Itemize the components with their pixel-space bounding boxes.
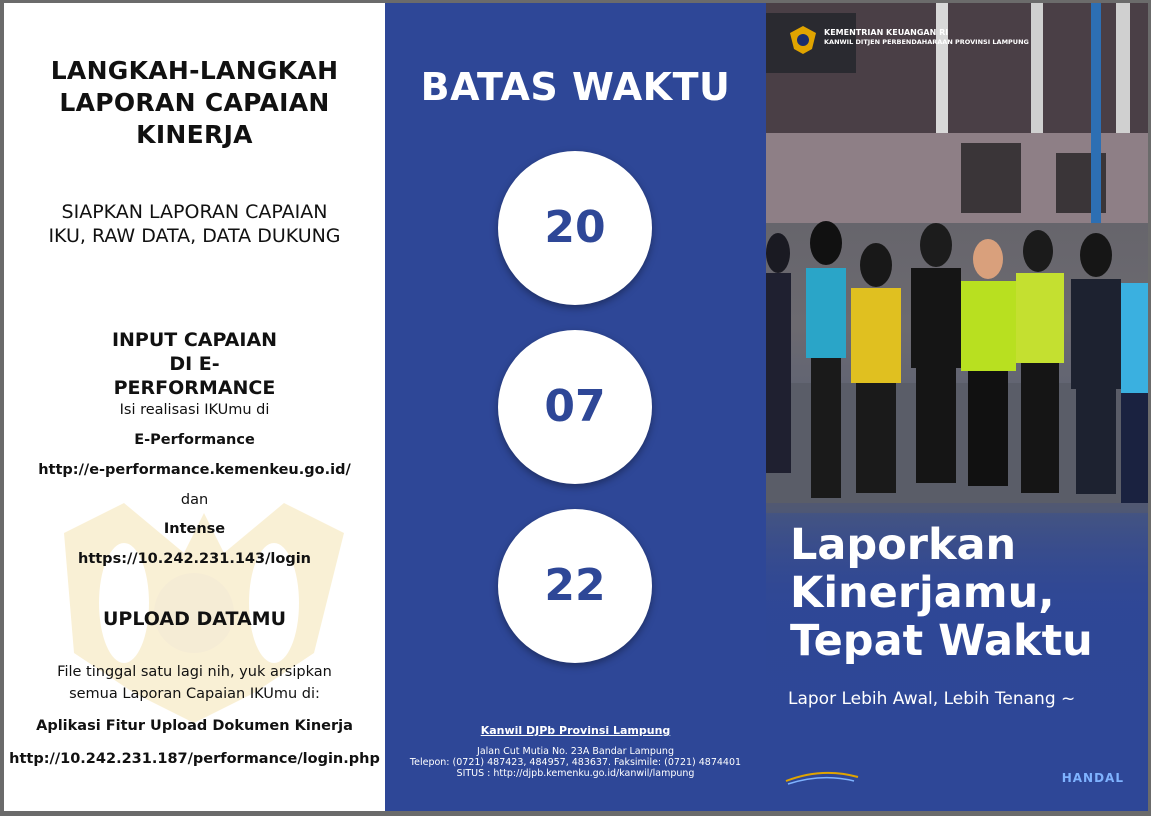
e-performance-link[interactable]: http://e-performance.kemenkeu.go.id/ bbox=[38, 462, 351, 478]
org-subname: KANWIL DITJEN PERBENDAHARAAN PROVINSI LAMPUNG bbox=[824, 38, 1029, 46]
step-upload: UPLOAD DATAMU bbox=[102, 608, 287, 630]
intense-label: Intense bbox=[163, 521, 226, 537]
perbendaharaan-logo-icon bbox=[782, 767, 862, 789]
step-prepare-report: SIAPKAN LAPORAN CAPAIAN IKU, RAW DATA, DATA DUKUNG bbox=[48, 201, 341, 247]
office-address: Jalan Cut Mutia No. 23A Bandar Lampung bbox=[477, 746, 674, 757]
kemenkeu-logo-icon bbox=[788, 25, 818, 55]
intense-link[interactable]: https://10.242.231.143/login bbox=[78, 551, 311, 567]
middle-panel bbox=[385, 3, 766, 811]
conjunction-text: dan bbox=[180, 492, 209, 508]
tagline bbox=[790, 521, 1130, 665]
tagline-line-3: Tepat Waktu bbox=[790, 616, 1093, 666]
poster bbox=[4, 3, 1148, 811]
day-circle bbox=[498, 151, 652, 305]
upload-app-label: Aplikasi Fitur Upload Dokumen Kinerja bbox=[36, 718, 353, 734]
step-input-capaian: INPUT CAPAIAN DI E-PERFORMANCE bbox=[111, 329, 278, 399]
subtitle: Lapor Lebih Awal, Lebih Tenang ~ bbox=[788, 689, 1076, 709]
office-website: SITUS : http://djpb.kemenku.go.id/kanwil/lampung bbox=[456, 768, 695, 779]
instruction-text: Isi realisasi IKUmu di bbox=[119, 402, 270, 418]
left-panel bbox=[4, 3, 385, 811]
deadline-title: BATAS WAKTU bbox=[420, 65, 731, 109]
tagline-line-2: Kinerjamu, bbox=[790, 568, 1055, 618]
deadline-month: 07 bbox=[544, 381, 606, 432]
org-name: KEMENTRIAN KEUANGAN RI bbox=[824, 28, 949, 37]
right-panel bbox=[766, 3, 1148, 811]
month-circle bbox=[498, 330, 652, 484]
upload-link[interactable]: http://10.242.231.187/performance/login.php bbox=[9, 751, 380, 767]
tagline-line-1: Laporkan bbox=[790, 520, 1017, 570]
year-circle bbox=[498, 509, 652, 663]
steps-heading: LANGKAH-LANGKAH LAPORAN CAPAIAN KINERJA bbox=[50, 56, 339, 149]
office-name: Kanwil DJPb Provinsi Lampung bbox=[480, 724, 671, 737]
upload-text-1: File tinggal satu lagi nih, yuk arsipkan bbox=[57, 664, 332, 680]
e-performance-label: E-Performance bbox=[134, 432, 255, 448]
upload-text-2: semua Laporan Capaian IKUmu di: bbox=[69, 686, 320, 702]
deadline-day: 20 bbox=[544, 202, 606, 253]
office-phone: Telepon: (0721) 487423, 484957, 483637. Faksimile: (0721) 4874401 bbox=[409, 757, 742, 768]
deadline-year: 22 bbox=[544, 560, 606, 611]
handal-logo: HANDAL bbox=[1061, 771, 1124, 785]
